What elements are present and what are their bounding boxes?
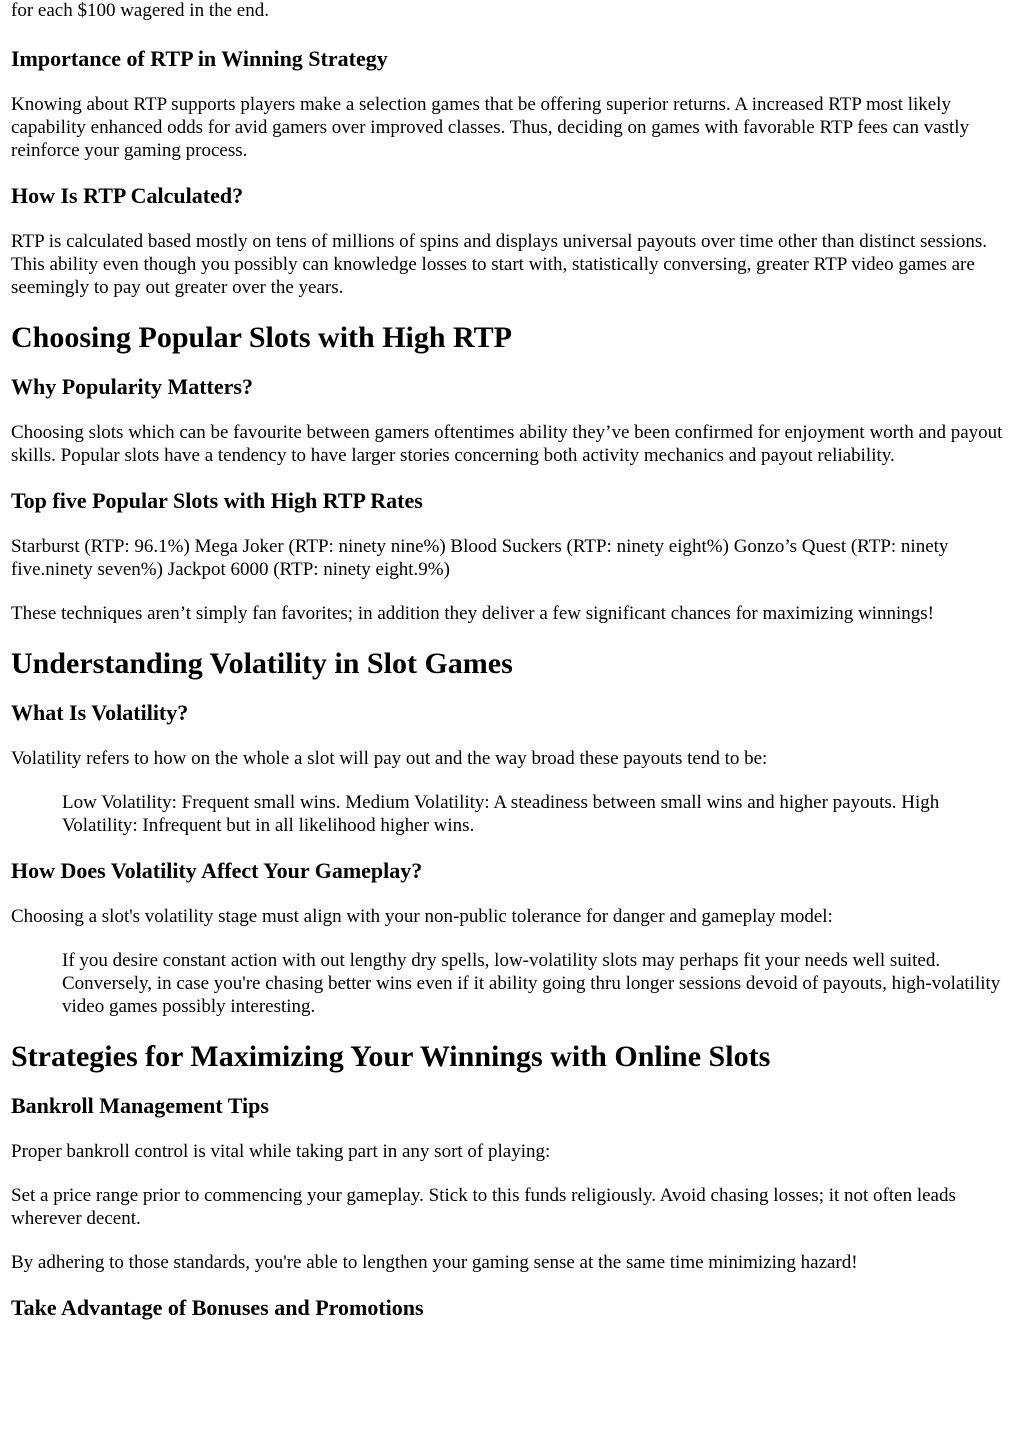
what-is-volatility-heading: What Is Volatility? xyxy=(11,700,189,725)
top-five-closing: These techniques aren’t simply fan favorites; in addition they deliver a few significant chances for maximizing winnings! xyxy=(11,603,934,624)
rtp-importance-heading: Importance of RTP in Winning Strategy xyxy=(11,46,388,71)
bankroll-intro: Proper bankroll control is vital while taking part in any sort of playing: xyxy=(11,1141,551,1162)
volatility-heading: Understanding Volatility in Slot Games xyxy=(11,647,513,680)
volatility-effect-heading: How Does Volatility Affect Your Gameplay? xyxy=(11,858,423,883)
top-five-heading: Top five Popular Slots with High RTP Rates xyxy=(11,488,423,513)
volatility-intro: Volatility refers to how on the whole a slot will pay out and the way broad these payouts tend to be: xyxy=(11,748,768,769)
volatility-levels-quote: Low Volatility: Frequent small wins. Medium Volatility: A steadiness between small wins and higher payouts. High Volatility: Infrequent but in all likelihood higher wins. xyxy=(62,792,940,836)
why-popularity-heading: Why Popularity Matters? xyxy=(11,374,253,399)
popular-slots-heading: Choosing Popular Slots with High RTP xyxy=(11,321,513,354)
volatility-effect-intro: Choosing a slot's volatility stage must align with your non-public tolerance for danger and gameplay model: xyxy=(11,906,833,927)
bankroll-tips: Set a price range prior to commencing your gameplay. Stick to this funds religiously. Avoid chasing losses; it not often leads wherever decent. xyxy=(11,1185,956,1229)
strategies-heading: Strategies for Maximizing Your Winnings with Online Slots xyxy=(11,1040,771,1073)
why-popularity-paragraph: Choosing slots which can be favourite between gamers oftentimes ability they’ve been confirmed for enjoyment worth and payout skills. Popular slots have a tendency to have larger stories concerning both activity mechanics and payout reliability. xyxy=(11,422,1003,466)
lead-text: for each $100 wagered in the end. xyxy=(11,0,269,21)
rtp-calculation-heading: How Is RTP Calculated? xyxy=(11,183,244,208)
bonuses-heading: Take Advantage of Bonuses and Promotions xyxy=(11,1295,424,1320)
rtp-calculation-paragraph: RTP is calculated based mostly on tens of millions of spins and displays universal payouts over time other than distinct sessions. This ability even though you possibly can knowledge losses to start with, statistically conversing, greater RTP video games are seemingly to pay out greater over the years. xyxy=(11,231,988,298)
rtp-importance-paragraph: Knowing about RTP supports players make a selection games that be offering superior returns. A increased RTP most likely capability enhanced odds for avid gamers over improved classes. Thus, deciding on games with favorable RTP fees can vastly reinforce your gaming process. xyxy=(11,94,970,161)
bankroll-closing: By adhering to those standards, you're able to lengthen your gaming sense at the same time minimizing hazard! xyxy=(11,1252,858,1273)
top-five-list: Starburst (RTP: 96.1%) Mega Joker (RTP: ninety nine%) Blood Suckers (RTP: ninety eight%) Gonzo’s Quest (RTP: ninety five.ninety seven%) Jackpot 6000 (RTP: ninety eight.9%) xyxy=(11,536,949,580)
volatility-effect-quote: If you desire constant action with out lengthy dry spells, low-volatility slots may perhaps fit your needs well suited. Conversely, in case you're chasing better wins even if it ability going thru longer sessions devoid of payouts, high-volatility video games possibly interesting. xyxy=(62,950,1001,1017)
bankroll-heading: Bankroll Management Tips xyxy=(11,1093,269,1118)
